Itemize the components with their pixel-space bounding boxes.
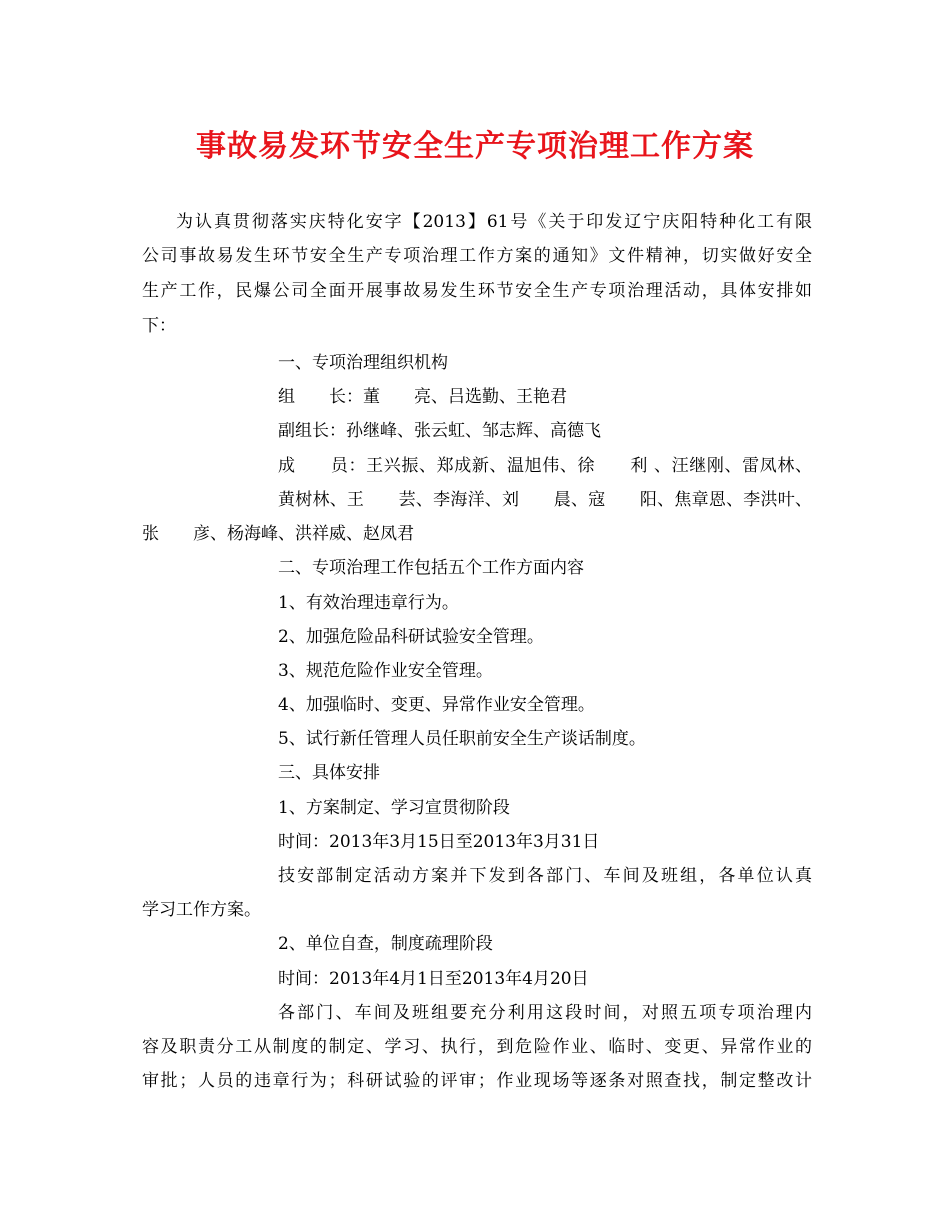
paragraph-line-2: 公司事故易发生环节安全生产专项治理工作方案的通知》文件精神，切实做好安全 [142,246,812,266]
phase-2-text-1: 各部门、车间及班组要充分利用这段时间，对照五项专项治理内 [278,1003,812,1023]
list-item-5: 5、试行新任管理人员任职前安全生产谈话制度。 [278,729,646,749]
phase-2-heading: 2、单位自查，制度疏理阶段 [278,934,493,954]
phase-1-text-1: 技安部制定活动方案并下发到各部门、车间及班组，各单位认真 [278,866,812,886]
list-item-4: 4、加强临时、变更、异常作业安全管理。 [278,695,595,715]
phase-2-text-3: 审批；人员的违章行为；科研试验的评审；作业现场等逐条对照查找，制定整改计 [142,1071,812,1091]
section-heading-3: 三、具体安排 [278,763,380,783]
paragraph-line-1: 为认真贯彻落实庆特化安字【2013】61号《关于印发辽宁庆阳特种化工有限 [176,212,812,232]
paragraph-line-4: 下： [142,316,176,336]
phase-1-time: 时间：2013年3月15日至2013年3月31日 [278,832,600,852]
paragraph-line-3: 生产工作，民爆公司全面开展事故易发生环节安全生产专项治理活动，具体安排如 [142,281,812,301]
phase-2-text-2: 容及职责分工从制度的制定、学习、执行，到危险作业、临时、变更、异常作业的 [142,1037,812,1057]
leader-line: 组 长：董 亮、吕选勤、王艳君 [278,387,567,407]
list-item-1: 1、有效治理违章行为。 [278,593,459,613]
list-item-2: 2、加强危险品科研试验安全管理。 [278,627,544,647]
phase-1-heading: 1、方案制定、学习宣贯彻阶段 [278,798,510,818]
section-heading-1: 一、专项治理组织机构 [278,353,448,373]
members-line-1: 成 员：王兴振、郑成新、温旭伟、徐 利 、汪继刚、雷凤林、 [278,456,812,476]
document-title: 事故易发环节安全生产专项治理工作方案 [196,129,754,164]
phase-1-text-2: 学习工作方案。 [142,900,261,920]
members-line-3: 张 彦、杨海峰、洪祥威、赵凤君 [142,524,414,544]
phase-2-time: 时间：2013年4月1日至2013年4月20日 [278,969,589,989]
list-item-3: 3、规范危险作业安全管理。 [278,661,493,681]
members-line-2: 黄树林、王 芸、李海洋、刘 晨、寇 阳、焦章恩、李洪叶、 [278,490,812,510]
deputy-leader-line: 副组长：孙继峰、张云虹、邹志辉、高德飞 [278,421,601,441]
section-heading-2: 二、专项治理工作包括五个工作方面内容 [278,558,584,578]
